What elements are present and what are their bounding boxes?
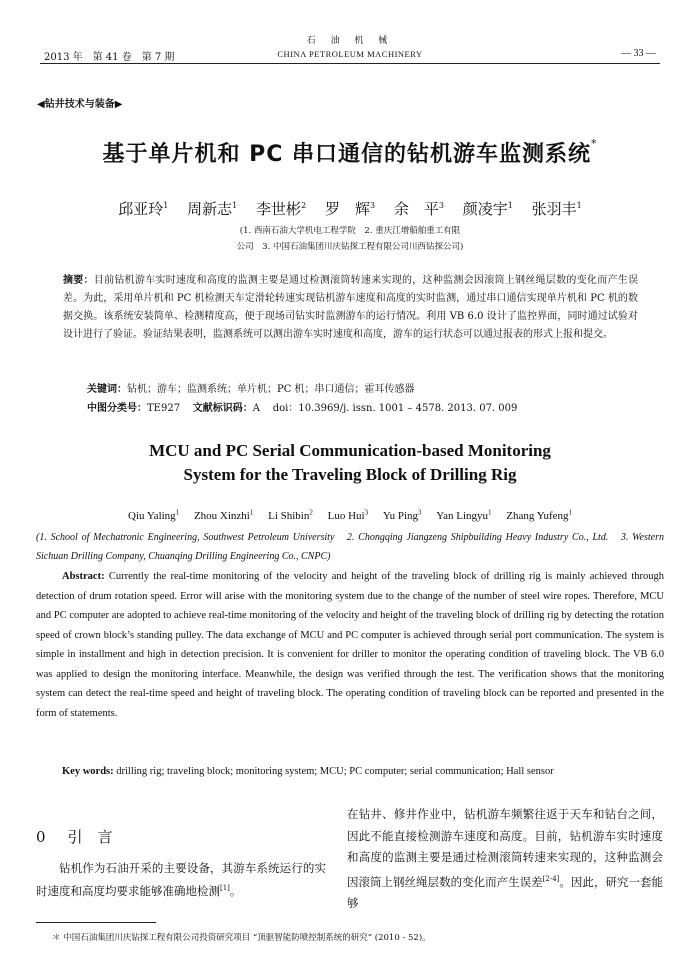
intro-heading (36, 826, 135, 847)
clc-label: 中图分类号： (87, 403, 147, 414)
title-en-line: MCU and PC Serial Communication-based Monitoring (149, 441, 551, 460)
author-en: Zhou Xinzhi$^1$ (193, 508, 254, 522)
abstract-cn (63, 272, 638, 344)
author-cn: 邱亚玲$^1$ (118, 200, 169, 218)
author-cn: 罗 辉$^3$ (324, 200, 376, 218)
author-cn: 颜凌宇$^1$ (462, 200, 513, 218)
title-en-line: System for the Traveling Block of Drilling Rig (183, 465, 517, 484)
doc-code-value: A (252, 403, 261, 414)
section-tag: ◀钻井技术与装备▶ (37, 99, 123, 110)
intro-left-text: 钻机作为石油开采的主要设备，其游车系统运行的实时速度和高度均要求能够准确地检测 (36, 861, 326, 898)
classification-line (87, 400, 647, 418)
keywords-en-label: Key words: (62, 766, 114, 777)
intro-title: 引 言 (67, 828, 113, 846)
doc-code-label: 文献标识码： (192, 403, 253, 414)
keywords-en-text: drilling rig; traveling block; monitoring system; MCU; PC computer; serial communication; Hall sensor (116, 766, 554, 777)
affiliation-line: (1. 西南石油大学机电工程学院 2. 重庆江增船舶重工有限 (239, 226, 461, 236)
footnote-divider (36, 922, 156, 923)
intro-right-column: 在钻井、修井作业中，钻机游车频繁往返于天车和钻台之间，因此不能直接检测游车速度和高度。目前，钻机游车实时速度和高度的监测主要是通过检测滚筒转速来实现的，这种监测会因滚筒上钢丝绳层数的变化而产生误差[2-4]。因此，研究一套能够 (347, 807, 663, 910)
author-cn: 张羽丰$^1$ (531, 200, 582, 218)
title-cn-text: 基于单片机和 PC 串口通信的钻机游车监测系统 (102, 142, 592, 167)
affiliations-cn (0, 223, 700, 255)
affiliations-en: (1. School of Mechatronic Engineering, Southwest Petroleum University 2. Chongqing Jiangzeng Shipbuilding Heavy Industry Co., Ltd. 3. Western Sichuan Drilling Company, Chuanqing Drilling Engineering Co., CNPC) (36, 532, 664, 562)
header-divider (40, 63, 660, 64)
authors-cn (0, 198, 700, 219)
author-en: Luo Hui$^3$ (327, 508, 369, 522)
intro-right-text: 在钻井、修井作业中，钻机游车频繁往返于天车和钻台之间，因此不能直接检测游车速度和高度。目前，钻机游车实时速度和高度的监测主要是通过检测滚筒转速来实现的，这种监测会因滚筒上钢丝绳层数的变化而产生误差 (347, 807, 663, 889)
affiliation-line: 公司 3. 中国石油集团川庆钻探工程有限公司川西钻探公司) (236, 242, 464, 252)
author-en: Li Shibin$^2$ (268, 508, 313, 522)
abstract-cn-text: 目前钻机游车实时速度和高度的监测主要是通过检测滚筒转速来实现的，这种监测会因滚筒上钢丝绳层数的变化而产生误差。为此，采用单片机和 PC 机检测天车定滑轮转速实现钻机游车速度和高度的实时监测，通过串口通信实现单片机和 PC 机的数据交换。该系统安装简单、检测精度高，便于现场司钻实时监测游车的运行情况。利用 VB 6.0 设计了监控界面，同时通过试验对设计进行了验证。验证结果表明，监测系统可以测出游车实时速度和高度，游车的运行状态可以通过报表的形式上报和提交。 (63, 275, 639, 340)
funding-footnote: ＊ 中国石油集团川庆钻探工程有限公司投资研究项目 “顶驱智能防喷控制系统的研究” (2010 - 52)。 (52, 933, 431, 943)
abstract-cn-label: 摘要： (63, 275, 94, 286)
citation: [2-4] (542, 874, 560, 883)
citation: [1] (220, 884, 230, 892)
journal-name-en: CHINA PETROLEUM MACHINERY (277, 49, 423, 59)
author-en: Qiu Yaling$^1$ (128, 508, 180, 522)
author-en: Zhang Yufeng$^1$ (506, 508, 572, 522)
doi-value: 10.3969/j. issn. 1001 – 4578. 2013. 07. 009 (298, 403, 518, 414)
abstract-en-label: Abstract: (62, 571, 105, 582)
keywords-cn (87, 381, 637, 399)
keywords-cn-text: 钻机；游车；监测系统；单片机；PC 机；串口通信；霍耳传感器 (127, 384, 415, 395)
intro-left-column: 钻机作为石油开采的主要设备，其游车系统运行的实时速度和高度均要求能够准确地检测[1]。 (36, 861, 326, 898)
abstract-en-text: Currently the real-time monitoring of the velocity and height of the traveling block of drilling rig is mainly achieved through detection of drum rotation speed. Error will arise with the monitoring system due to the change of the number of steel wire ropes. Therefore, MCU and PC computer are adopted to achieve real-time monitoring of the velocity and height of the traveling block of drilling rig by detecting the rotation speed of crown block’s standing pulley. The data exchange of MCU and PC computer is achieved through serial port communication. The system is simple in installment and high in detection precision. It is convenient for driller to monitor the operating condition of traveling block. The VB 6.0 was applied to design the monitoring interface. Meanwhile, the design was verified through the test. The verification shows that the monitoring system can detect the real-time speed and height of traveling block. The operating condition of traveling block can be reported and presented in the form of statements. (36, 571, 664, 719)
author-cn: 周新志$^1$ (187, 200, 238, 218)
journal-name-cn: 石 油 机 械 (306, 36, 394, 46)
author-cn: 李世彬$^2$ (256, 200, 307, 218)
issue-info: 2013 年 第 41 卷 第 7 期 (44, 52, 175, 63)
title-cn (0, 137, 700, 168)
keywords-en (36, 762, 664, 782)
keywords-cn-label: 关键词： (87, 384, 127, 395)
author-en: Yu Ping$^3$ (382, 508, 422, 522)
title-footnote-mark: * (591, 137, 598, 150)
title-en (0, 439, 700, 487)
doi-label: doi： (272, 403, 299, 414)
intro-number: 0 (36, 828, 46, 846)
page-number: — 33 — (621, 48, 656, 59)
author-en: Yan Lingyu$^1$ (436, 508, 492, 522)
abstract-en (36, 567, 664, 723)
author-cn: 余 平$^3$ (393, 200, 444, 218)
clc-value: TE927 (147, 403, 181, 414)
authors-en (0, 508, 700, 522)
